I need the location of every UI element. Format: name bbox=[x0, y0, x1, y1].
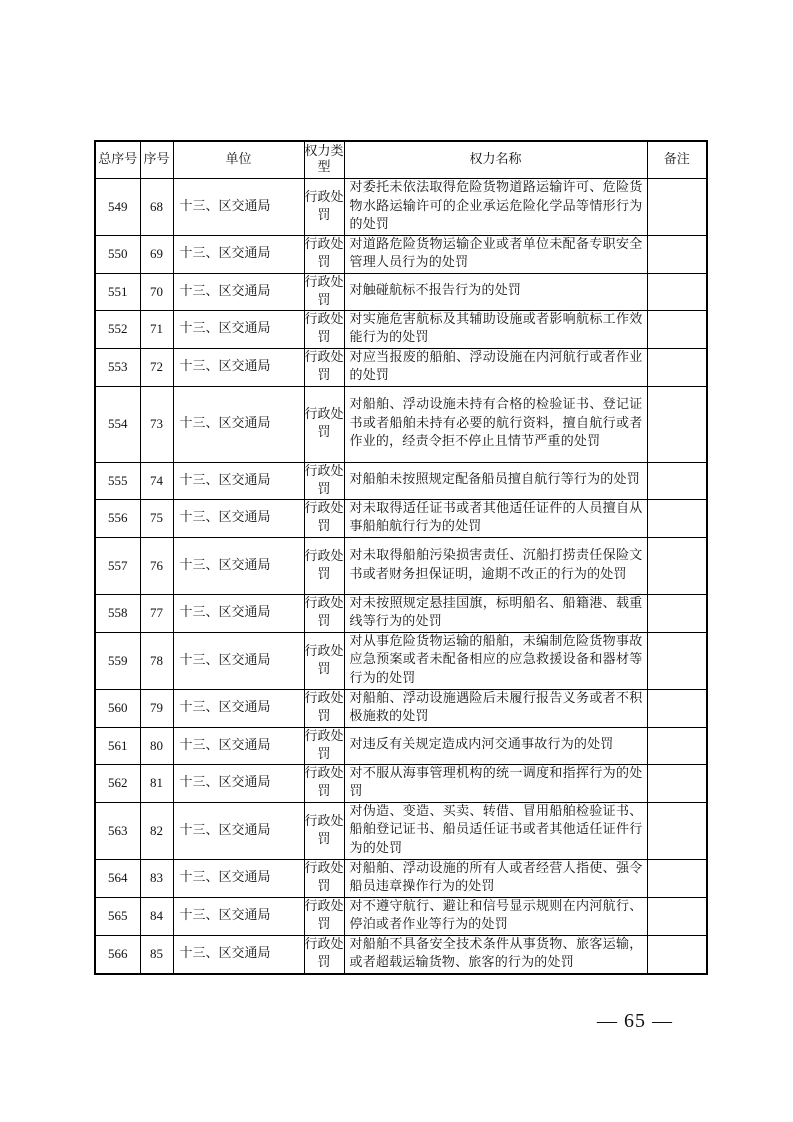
total-number-cell: 564 bbox=[95, 859, 140, 897]
table-header-row bbox=[95, 141, 707, 179]
total-number-cell: 565 bbox=[95, 897, 140, 935]
remark-cell bbox=[647, 499, 707, 537]
remark-cell bbox=[647, 632, 707, 689]
power-name-cell: 对船舶未按照规定配备船员擅自航行等行为的处罚 bbox=[344, 462, 647, 499]
remark-cell bbox=[647, 462, 707, 499]
power-type-cell: 行政处罚 bbox=[304, 859, 344, 897]
header-total-number: 总序号 bbox=[95, 141, 140, 179]
power-name-cell: 对未按照规定悬挂国旗，标明船名、船籍港、载重线等行为的处罚 bbox=[344, 594, 647, 632]
sequence-number-cell: 80 bbox=[140, 727, 173, 764]
power-type-cell: 行政处罚 bbox=[304, 462, 344, 499]
total-number-cell: 556 bbox=[95, 499, 140, 537]
sequence-number-cell: 75 bbox=[140, 499, 173, 537]
remark-cell bbox=[647, 310, 707, 348]
table-row bbox=[95, 273, 707, 310]
remark-cell bbox=[647, 594, 707, 632]
power-name-cell: 对应当报废的船舶、浮动设施在内河航行或者作业的处罚 bbox=[344, 348, 647, 386]
remark-cell bbox=[647, 348, 707, 386]
unit-cell: 十三、区交通局 bbox=[173, 802, 304, 859]
unit-cell: 十三、区交通局 bbox=[173, 935, 304, 974]
sequence-number-cell: 70 bbox=[140, 273, 173, 310]
table-row bbox=[95, 235, 707, 273]
sequence-number-cell: 84 bbox=[140, 897, 173, 935]
power-list-table-container bbox=[94, 140, 706, 975]
table-row bbox=[95, 179, 707, 236]
table-body bbox=[95, 179, 707, 974]
power-name-cell: 对未取得适任证书或者其他适任证件的人员擅自从事船舶航行行为的处罚 bbox=[344, 499, 647, 537]
power-type-cell: 行政处罚 bbox=[304, 537, 344, 594]
unit-cell: 十三、区交通局 bbox=[173, 462, 304, 499]
remark-cell bbox=[647, 859, 707, 897]
sequence-number-cell: 82 bbox=[140, 802, 173, 859]
power-type-cell: 行政处罚 bbox=[304, 764, 344, 802]
unit-cell: 十三、区交通局 bbox=[173, 179, 304, 236]
power-name-cell: 对伪造、变造、买卖、转借、冒用船舶检验证书、船舶登记证书、船员适任证书或者其他适任证件行为的处罚 bbox=[344, 802, 647, 859]
power-type-cell: 行政处罚 bbox=[304, 499, 344, 537]
power-type-cell: 行政处罚 bbox=[304, 897, 344, 935]
sequence-number-cell: 81 bbox=[140, 764, 173, 802]
total-number-cell: 554 bbox=[95, 386, 140, 462]
total-number-cell: 561 bbox=[95, 727, 140, 764]
total-number-cell: 559 bbox=[95, 632, 140, 689]
total-number-cell: 566 bbox=[95, 935, 140, 974]
remark-cell bbox=[647, 179, 707, 236]
header-sequence-number: 序号 bbox=[140, 141, 173, 179]
table-row bbox=[95, 310, 707, 348]
sequence-number-cell: 76 bbox=[140, 537, 173, 594]
sequence-number-cell: 69 bbox=[140, 235, 173, 273]
table-row bbox=[95, 348, 707, 386]
remark-cell bbox=[647, 235, 707, 273]
power-type-cell: 行政处罚 bbox=[304, 386, 344, 462]
power-name-cell: 对不遵守航行、避让和信号显示规则在内河航行、停泊或者作业等行为的处罚 bbox=[344, 897, 647, 935]
header-power-type: 权力类型 bbox=[304, 141, 344, 179]
sequence-number-cell: 74 bbox=[140, 462, 173, 499]
table-row bbox=[95, 462, 707, 499]
remark-cell bbox=[647, 764, 707, 802]
power-name-cell: 对委托未依法取得危险货物道路运输许可、危险货物水路运输许可的企业承运危险化学品等情形行为的处罚 bbox=[344, 179, 647, 236]
sequence-number-cell: 85 bbox=[140, 935, 173, 974]
table-row bbox=[95, 935, 707, 974]
header-power-name: 权力名称 bbox=[344, 141, 647, 179]
remark-cell bbox=[647, 537, 707, 594]
total-number-cell: 558 bbox=[95, 594, 140, 632]
power-name-cell: 对船舶不具备安全技术条件从事货物、旅客运输，或者超载运输货物、旅客的行为的处罚 bbox=[344, 935, 647, 974]
total-number-cell: 555 bbox=[95, 462, 140, 499]
power-name-cell: 对未取得船舶污染损害责任、沉船打捞责任保险文书或者财务担保证明，逾期不改正的行为的处罚 bbox=[344, 537, 647, 594]
power-type-cell: 行政处罚 bbox=[304, 689, 344, 727]
header-remark: 备注 bbox=[647, 141, 707, 179]
power-type-cell: 行政处罚 bbox=[304, 273, 344, 310]
sequence-number-cell: 73 bbox=[140, 386, 173, 462]
power-name-cell: 对船舶、浮动设施遇险后未履行报告义务或者不积极施救的处罚 bbox=[344, 689, 647, 727]
remark-cell bbox=[647, 386, 707, 462]
total-number-cell: 560 bbox=[95, 689, 140, 727]
power-type-cell: 行政处罚 bbox=[304, 310, 344, 348]
power-name-cell: 对道路危险货物运输企业或者单位未配备专职安全管理人员行为的处罚 bbox=[344, 235, 647, 273]
total-number-cell: 553 bbox=[95, 348, 140, 386]
unit-cell: 十三、区交通局 bbox=[173, 594, 304, 632]
power-name-cell: 对触碰航标不报告行为的处罚 bbox=[344, 273, 647, 310]
unit-cell: 十三、区交通局 bbox=[173, 537, 304, 594]
table-row bbox=[95, 764, 707, 802]
unit-cell: 十三、区交通局 bbox=[173, 273, 304, 310]
total-number-cell: 550 bbox=[95, 235, 140, 273]
power-type-cell: 行政处罚 bbox=[304, 179, 344, 236]
sequence-number-cell: 68 bbox=[140, 179, 173, 236]
sequence-number-cell: 78 bbox=[140, 632, 173, 689]
unit-cell: 十三、区交通局 bbox=[173, 897, 304, 935]
sequence-number-cell: 71 bbox=[140, 310, 173, 348]
remark-cell bbox=[647, 897, 707, 935]
power-type-cell: 行政处罚 bbox=[304, 348, 344, 386]
unit-cell: 十三、区交通局 bbox=[173, 348, 304, 386]
power-name-cell: 对违反有关规定造成内河交通事故行为的处罚 bbox=[344, 727, 647, 764]
unit-cell: 十三、区交通局 bbox=[173, 632, 304, 689]
power-name-cell: 对船舶、浮动设施的所有人或者经营人指使、强令船员违章操作行为的处罚 bbox=[344, 859, 647, 897]
table-row bbox=[95, 499, 707, 537]
remark-cell bbox=[647, 689, 707, 727]
unit-cell: 十三、区交通局 bbox=[173, 235, 304, 273]
table-row bbox=[95, 386, 707, 462]
table-row bbox=[95, 632, 707, 689]
table-row bbox=[95, 537, 707, 594]
sequence-number-cell: 77 bbox=[140, 594, 173, 632]
table-row bbox=[95, 859, 707, 897]
power-name-cell: 对从事危险货物运输的船舶，未编制危险货物事故应急预案或者未配备相应的应急救援设备和器材等行为的处罚 bbox=[344, 632, 647, 689]
remark-cell bbox=[647, 935, 707, 974]
power-type-cell: 行政处罚 bbox=[304, 802, 344, 859]
power-type-cell: 行政处罚 bbox=[304, 632, 344, 689]
sequence-number-cell: 79 bbox=[140, 689, 173, 727]
unit-cell: 十三、区交通局 bbox=[173, 727, 304, 764]
unit-cell: 十三、区交通局 bbox=[173, 764, 304, 802]
power-name-cell: 对实施危害航标及其辅助设施或者影响航标工作效能行为的处罚 bbox=[344, 310, 647, 348]
table-row bbox=[95, 802, 707, 859]
power-type-cell: 行政处罚 bbox=[304, 235, 344, 273]
power-list-table bbox=[94, 140, 708, 975]
total-number-cell: 557 bbox=[95, 537, 140, 594]
remark-cell bbox=[647, 727, 707, 764]
table-row bbox=[95, 594, 707, 632]
unit-cell: 十三、区交通局 bbox=[173, 859, 304, 897]
table-row bbox=[95, 689, 707, 727]
remark-cell bbox=[647, 802, 707, 859]
power-type-cell: 行政处罚 bbox=[304, 935, 344, 974]
header-unit: 单位 bbox=[173, 141, 304, 179]
page-number: — 65 — bbox=[597, 1010, 673, 1032]
total-number-cell: 552 bbox=[95, 310, 140, 348]
unit-cell: 十三、区交通局 bbox=[173, 386, 304, 462]
power-type-cell: 行政处罚 bbox=[304, 727, 344, 764]
unit-cell: 十三、区交通局 bbox=[173, 310, 304, 348]
sequence-number-cell: 83 bbox=[140, 859, 173, 897]
power-name-cell: 对不服从海事管理机构的统一调度和指挥行为的处罚 bbox=[344, 764, 647, 802]
unit-cell: 十三、区交通局 bbox=[173, 689, 304, 727]
power-type-cell: 行政处罚 bbox=[304, 594, 344, 632]
power-name-cell: 对船舶、浮动设施未持有合格的检验证书、登记证书或者船舶未持有必要的航行资料，擅自航行或者作业的，经责令拒不停止且情节严重的处罚 bbox=[344, 386, 647, 462]
table-row bbox=[95, 897, 707, 935]
unit-cell: 十三、区交通局 bbox=[173, 499, 304, 537]
remark-cell bbox=[647, 273, 707, 310]
total-number-cell: 549 bbox=[95, 179, 140, 236]
sequence-number-cell: 72 bbox=[140, 348, 173, 386]
total-number-cell: 551 bbox=[95, 273, 140, 310]
total-number-cell: 562 bbox=[95, 764, 140, 802]
table-row bbox=[95, 727, 707, 764]
total-number-cell: 563 bbox=[95, 802, 140, 859]
